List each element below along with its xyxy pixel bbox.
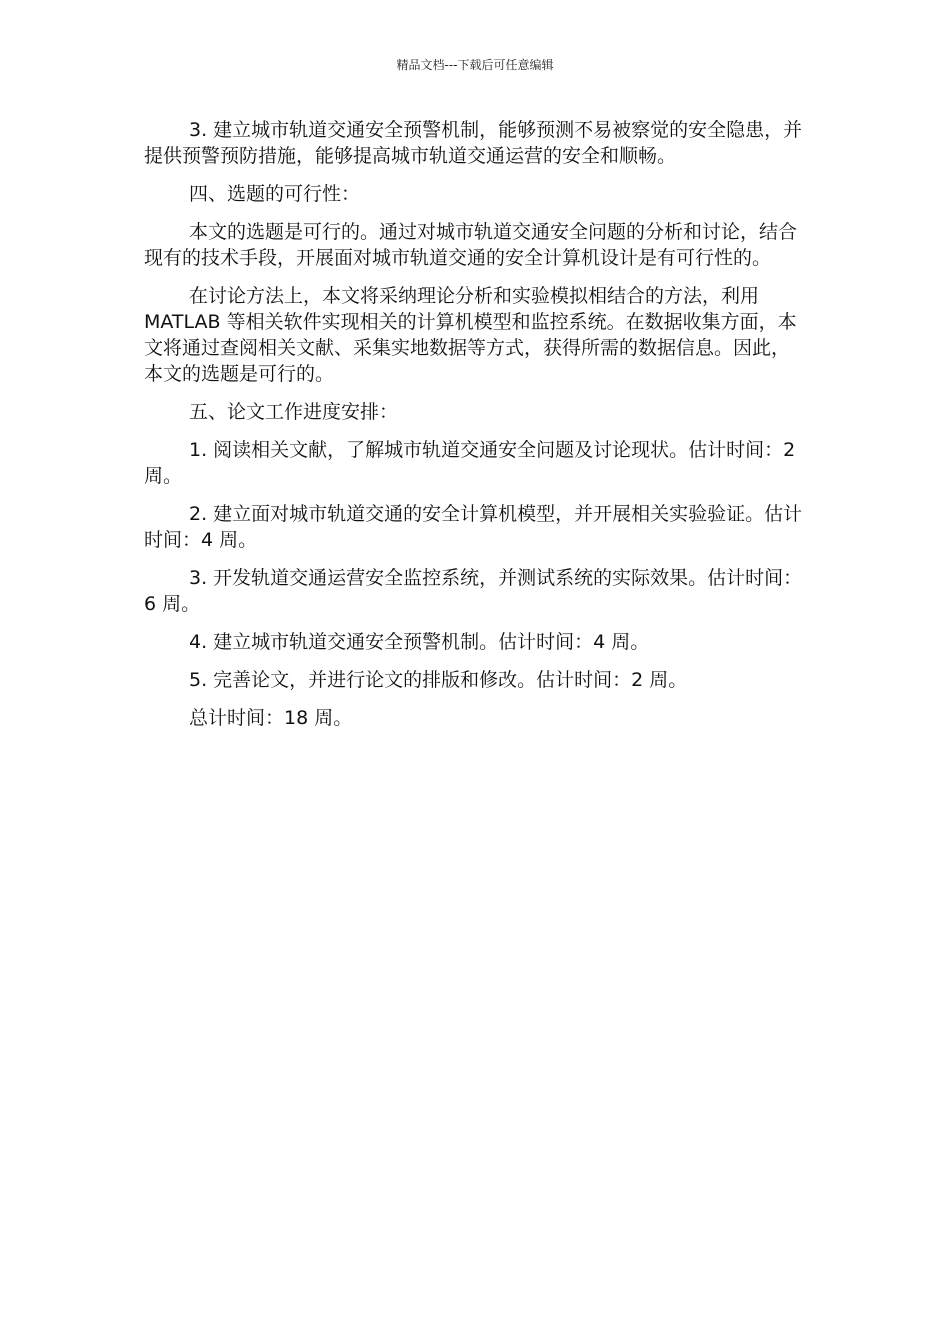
paragraph-feasibility: 本文的选题是可行的。通过对城市轨道交通安全问题的分析和讨论，结合现有的技术手段，开展面对城市轨道交通的安全计算机设计是有可行性的。: [144, 221, 798, 269]
page-header: 精品文档---下载后可任意编辑: [396, 58, 554, 72]
section-heading-feasibility: 四、选题的可行性：: [189, 183, 361, 205]
schedule-item-4: 4. 建立城市轨道交通安全预警机制。估计时间：4 周。: [189, 631, 650, 653]
schedule-item-1: 1. 阅读相关文献，了解城市轨道交通安全问题及讨论现状。估计时间：2 周。: [144, 439, 796, 487]
paragraph-methods: 在讨论方法上，本文将采纳理论分析和实验模拟相结合的方法，利用 MATLAB 等相关软件实现相关的计算机模型和监控系统。在数据收集方面，本文将通过查阅相关文献、采集实地数据等方式，获得所需的数据信息。因此，本文的选题是可行的。: [144, 285, 797, 385]
schedule-item-3: 3. 开发轨道交通运营安全监控系统，并测试系统的实际效果。估计时间：6 周。: [144, 567, 803, 615]
schedule-total: 总计时间：18 周。: [189, 707, 353, 729]
schedule-item-2: 2. 建立面对城市轨道交通的安全计算机模型，并开展相关实验验证。估计时间：4 周。: [144, 503, 803, 551]
document-body: [144, 117, 806, 743]
schedule-item-5: 5. 完善论文，并进行论文的排版和修改。估计时间：2 周。: [189, 669, 688, 691]
section-heading-schedule: 五、论文工作进度安排：: [189, 401, 399, 423]
paragraph-early-warning: 3. 建立城市轨道交通安全预警机制，能够预测不易被察觉的安全隐患，并提供预警预防措施，能够提高城市轨道交通运营的安全和顺畅。: [144, 119, 803, 167]
